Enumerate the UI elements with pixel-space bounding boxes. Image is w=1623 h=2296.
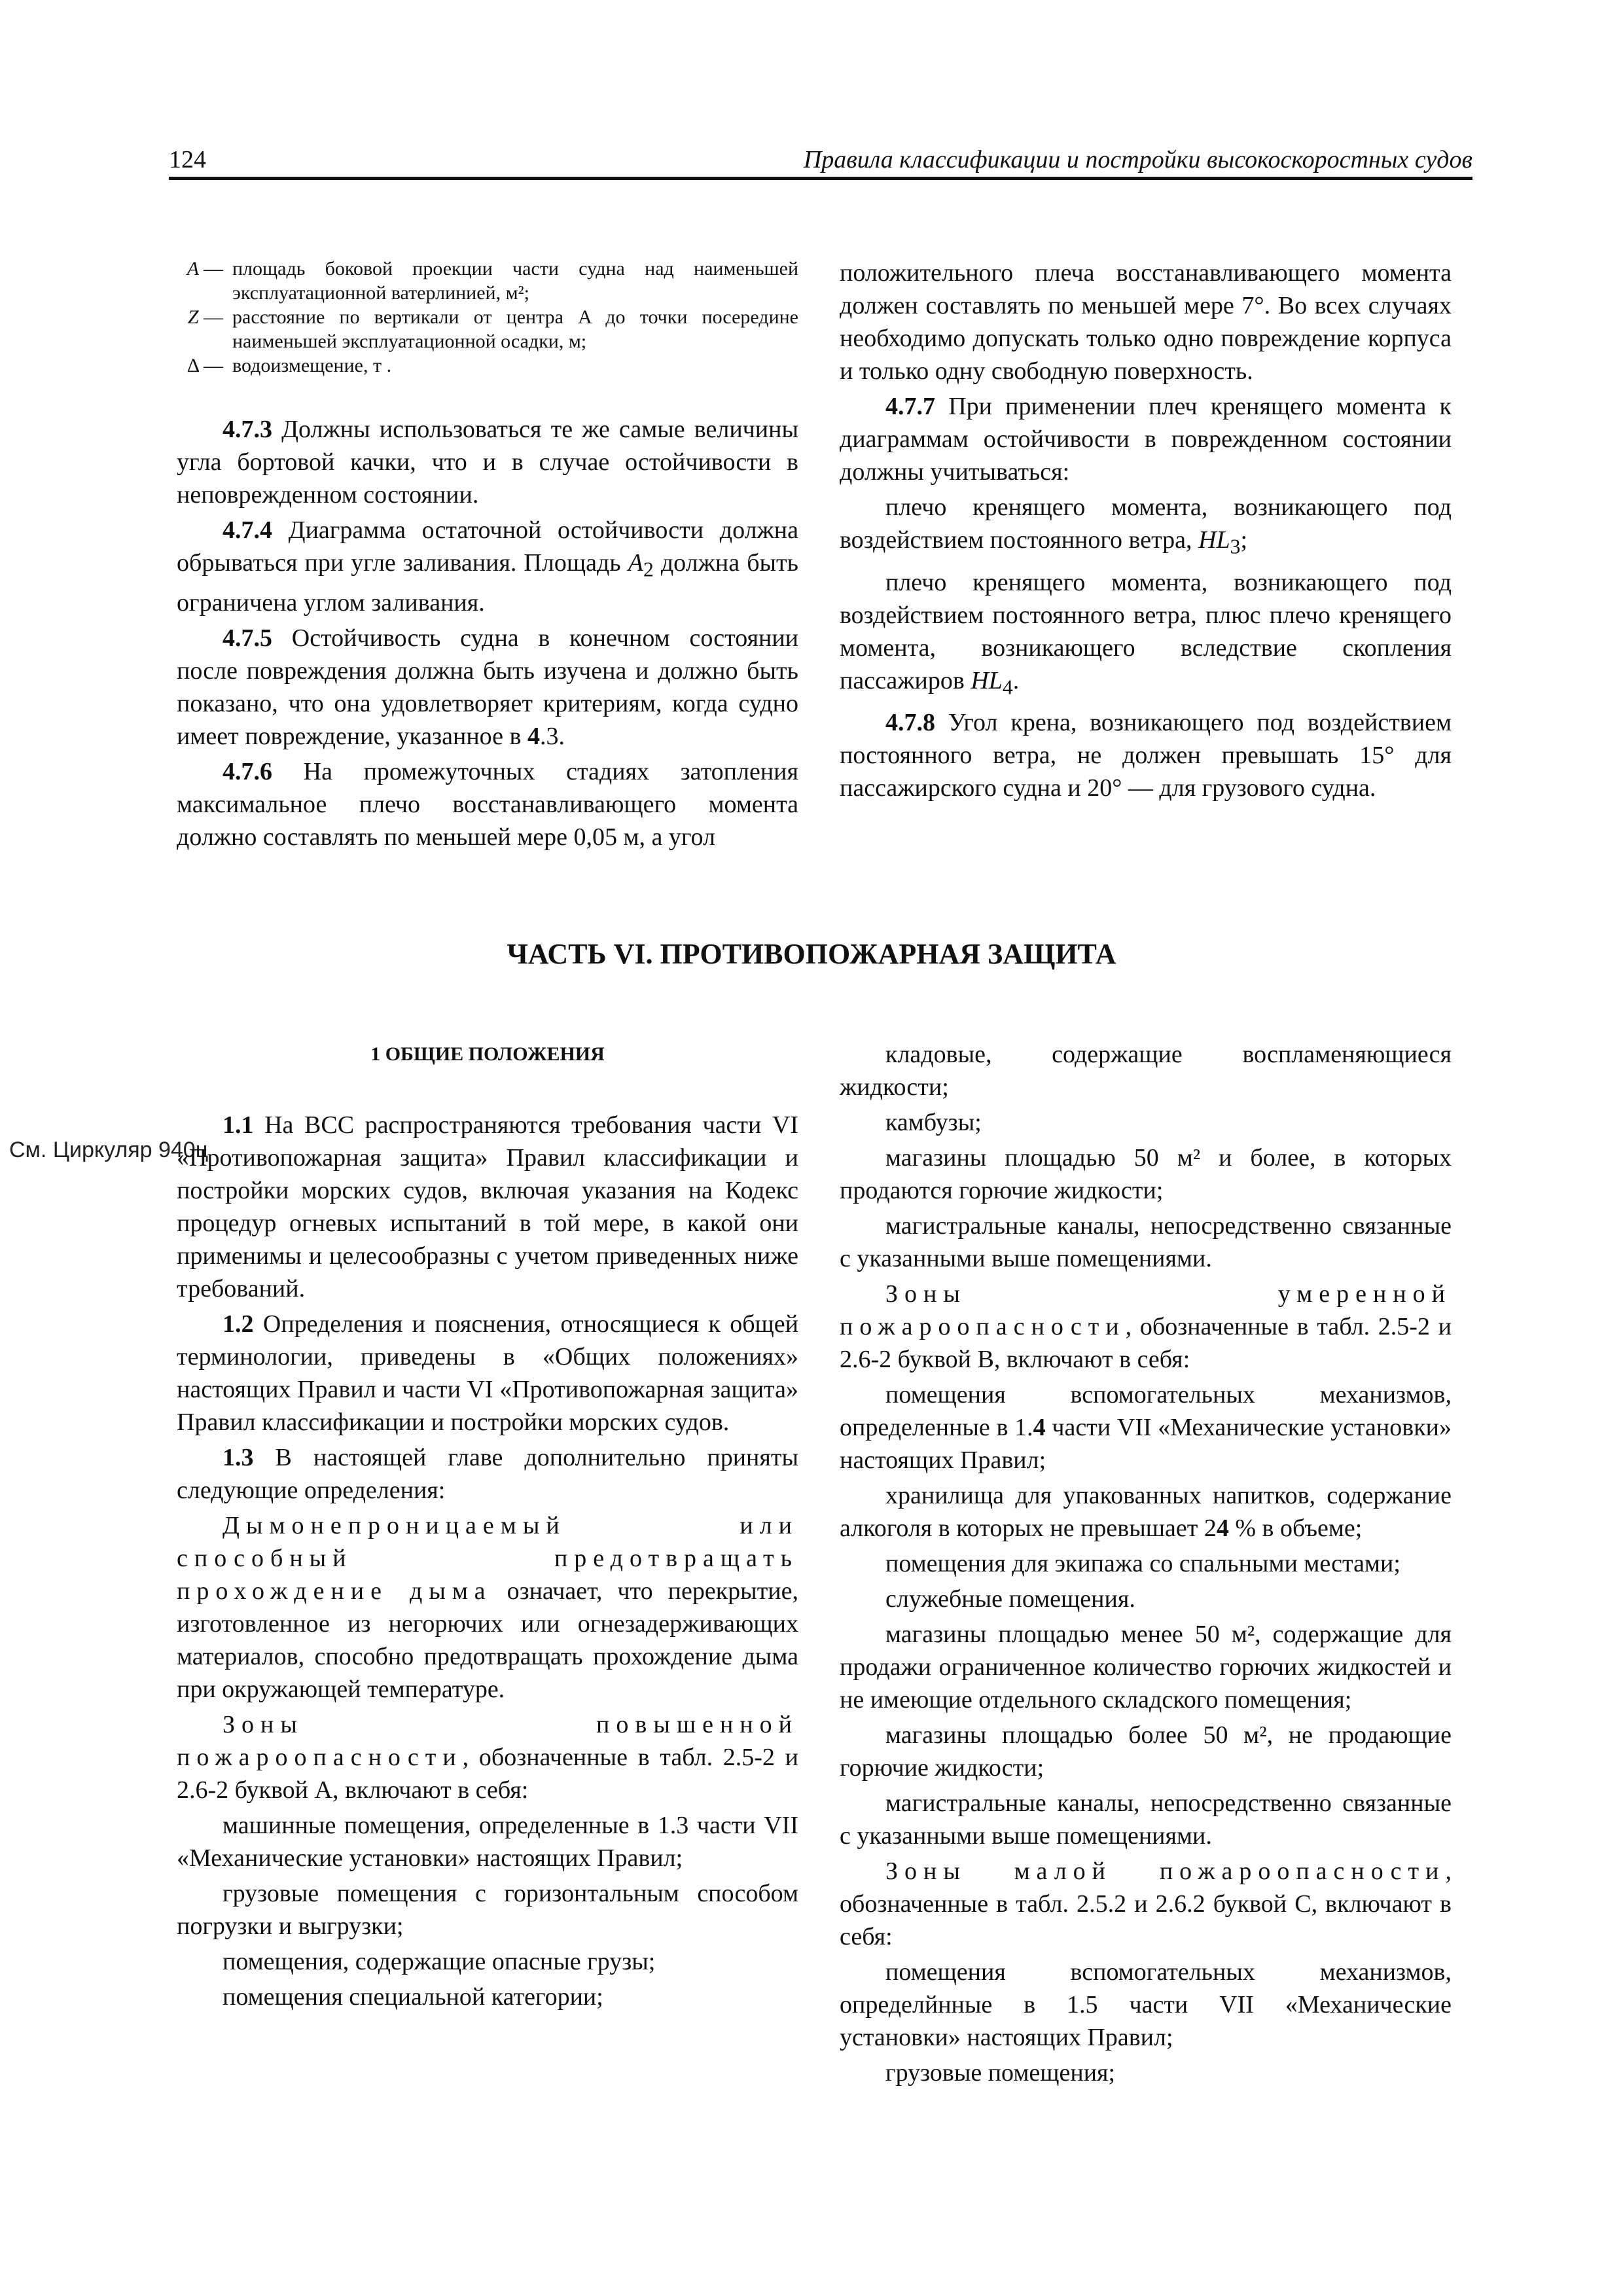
running-title: Правила классификации и постройки высокоскоростных судов — [803, 146, 1472, 173]
section-title: 1 ОБЩИЕ ПОЛОЖЕНИЯ — [370, 1043, 605, 1065]
bottom-right-column — [840, 1038, 1452, 2089]
list-item: плечо кренящего момента, возникающего под воздействием постоянного ветра, $HL_3$; — [840, 493, 1452, 558]
list-item: помещения специальной категории; — [223, 1983, 603, 2011]
list-item: служебные помещения. — [885, 1585, 1135, 1613]
part-title: ЧАСТЬ VI. ПРОТИВОПОЖАРНАЯ ЗАЩИТА — [507, 938, 1116, 970]
zone-a-heading: Зоны повышенной пожароопасности, обозначенные в табл. 2.5-2 и 2.6-2 буквой A, включают в себя: — [177, 1711, 798, 1804]
list-item: магистральные каналы, непосредственно связанные с указанными выше помещениями. — [840, 1789, 1452, 1850]
para-4-7-4: 4.7.4 Диаграмма остаточной остойчивости должна обрываться при угле заливания. Площадь $A_2$ должна быть ограничена углом заливания. — [177, 516, 798, 617]
para-4-7-5: 4.7.5 Остойчивость судна в конечном состоянии после повреждения должна быть изучена и должно быть показано, что она удовлетворяет критериям, когда судно имеет повреждение, указанное в 4.3. — [177, 624, 798, 750]
list-item: магазины площадью 50 м² и более, в которых продаются горючие жидкости; — [840, 1144, 1452, 1204]
para-4-7-3: 4.7.3 Должны использоваться те же самые величины угла бортовой качки, что и в случае остойчивости в неповрежденном состоянии. — [177, 416, 798, 509]
list-item: магазины площадью более 50 м², не продающие горючие жидкости; — [840, 1721, 1452, 1782]
para-4-7-6: 4.7.6 На промежуточных стадиях затопления максимальное плечо восстанавливающего момента должно составлять по меньшей мере 0,05 м, а угол — [177, 757, 798, 851]
para-continuation: положительного плеча восстанавливающего момента должен составлять по меньшей мере 7°. Во всех случаях необходимо допускать только одно повреждение корпуса и только одну свободную поверхность. — [840, 259, 1452, 385]
list-item: грузовые помещения; — [885, 2059, 1116, 2087]
list-item: магазины площадью менее 50 м², содержащие для продажи ограниченное количество горючих жидкостей и не имеющие отдельного складского помещения; — [840, 1621, 1452, 1713]
list-item: машинные помещения, определенные в 1.3 части VII «Механические установки» настоящих Правил; — [177, 1812, 798, 1872]
page-number: 124 — [169, 146, 206, 173]
para-4-7-7: 4.7.7 При применении плеч кренящего момента к диаграммам остойчивости в поврежденном состоянии должны учитываться: — [840, 393, 1452, 486]
top-right-column — [840, 257, 1452, 804]
list-item: хранилища для упакованных напитков, содержание алкоголя в которых не превышает 24 % в объеме; — [840, 1482, 1452, 1542]
bottom-left-column — [177, 1038, 798, 2013]
list-item: помещения вспомогательных механизмов, определенные в 1.4 части VII «Механические установки» настоящих Правил; — [840, 1381, 1452, 1474]
list-item: помещения, содержащие опасные грузы; — [223, 1948, 656, 1975]
definition-smoke-tight: Дымонепроницаемый или способный предотвращать прохождение дыма означает, что перекрытие, изготовленное из негорючих или огнезадерживающих материалов, способно предотвращать прохождение дыма при окружающей температуре. — [177, 1512, 798, 1703]
circular-margin-note: См. Циркуляр 940ц — [9, 1138, 209, 1162]
symbol-legend — [170, 257, 798, 378]
para-1-3: 1.3 В настоящей главе дополнительно приняты следующие определения: — [177, 1444, 798, 1504]
list-item: грузовые помещения с горизонтальным способом погрузки и выгрузки; — [177, 1880, 798, 1940]
zone-c-heading: Зоны малой пожароопасности, обозначенные в табл. 2.5.2 и 2.6.2 буквой C, включают в себя: — [840, 1857, 1452, 1950]
zone-b-heading: Зоны умеренной пожароопасности, обозначенные в табл. 2.5-2 и 2.6-2 буквой B, включают в себя: — [840, 1280, 1452, 1373]
list-item: помещения для экипажа со спальными местами; — [885, 1550, 1400, 1577]
legend-item: Δ — водоизмещение, т . — [187, 355, 392, 376]
list-item: магистральные каналы, непосредственно связанные с указанными выше помещениями. — [840, 1212, 1452, 1272]
header-rule — [169, 177, 1472, 180]
para-1-2: 1.2 Определения и пояснения, относящиеся к общей терминологии, приведены в «Общих положениях» настоящих Правил и части VI «Противопожарная защита» Правил классификации и постройки морских судов. — [177, 1310, 798, 1436]
list-item: камбузы; — [885, 1109, 982, 1136]
list-item: плечо кренящего момента, возникающего под воздействием постоянного ветра, плюс плечо кренящего момента, возникающего вследствие скопления пассажиров $HL_4$. — [840, 568, 1452, 699]
top-left-column — [177, 257, 798, 853]
legend-item: Z — расстояние по вертикали от центра A до точки посередине наименьшей эксплуатационной осадки, м; — [187, 306, 798, 352]
para-1-1: 1.1 На ВСС распространяются требования части VI «Противопожарная защита» Правил классификации и постройки морских судов, включая указания на Кодекс процедур огневых испытаний в той мере, в какой они применимы и целесообразны с учетом приведенных ниже требований. — [177, 1111, 798, 1302]
para-4-7-8: 4.7.8 Угол крена, возникающего под воздействием постоянного ветра, не должен превышать 15° для пассажирского судна и 20° — для грузового судна. — [840, 709, 1452, 802]
list-item: помещения вспомогательных механизмов, определйнные в 1.5 части VII «Механические установки» настоящих Правил; — [840, 1958, 1452, 2051]
list-item: кладовые, содержащие воспламеняющиеся жидкости; — [840, 1041, 1452, 1101]
legend-item: A — площадь боковой проекции части судна над наименьшей эксплуатационной ватерлинией, м²; — [187, 258, 798, 304]
